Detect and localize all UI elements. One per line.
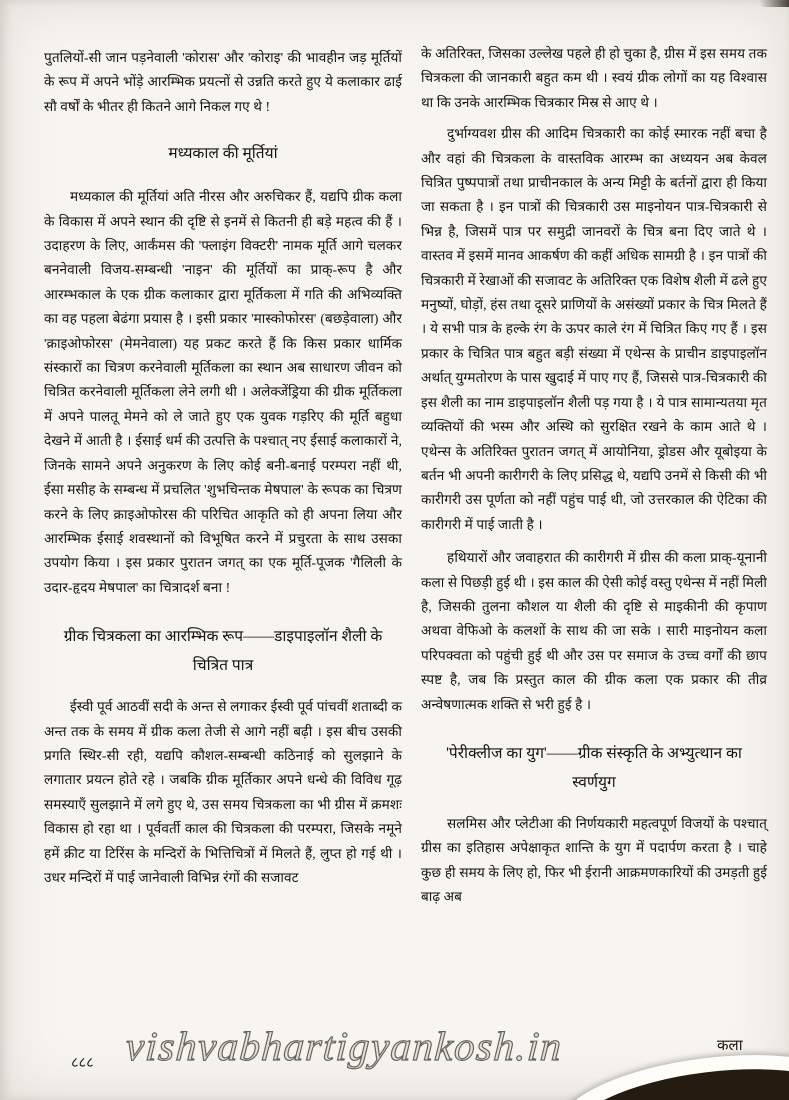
paragraph: सलमिस और प्लेटीआ की निर्णयकारी महत्वपूर्ण विजयों के पश्चात् ग्रीस का इतिहास अपेक्षाकृत शान्ति के युग में पदार्पण करता है । चाहे कुछ ही समय के लिए हो, फिर भी ईरानी आक्रमणकारियों की उमड़ती हुई बाढ़ अब — [421, 815, 767, 905]
paragraph: दुर्भाग्यवश ग्रीस की आदिम चित्रकारी का कोई स्मारक नहीं बचा है और वहां की चित्रकला के वास्तविक आरम्भ का अध्ययन अब केवल चित्रित पुष्पपात्रों तथा प्राचीनकाल के अन्य मिट्टी के बर्तनों द्वारा ही किया जा सकता है । इन पात्रों की चित्रकारी उस माइनोयन पात्र-चित्रकारी से भिन्न है, जिसमें पात्र पर समुद्री जानवरों के चित्र बना दिए जाते थे । वास्तव में इसमें मानव आकर्षण की कहीं अधिक सामग्री है । इन पात्रों की चित्रकारी में रेखाओं की सजावट के अतिरिक्त एक विशेष शैली में ढले हुए मनुष्यों, घोड़ों, हंस तथा दूसरे प्राणियों के असंख्यों प्रकार के चित्र मिलते हैं । ये सभी पात्र के हल्के रंग के ऊपर काले रंग में चित्रित किए गए हैं । इस प्रकार के चित्रित पात्र बहुत बड़ी संख्या में एथेन्स के प्राचीन डाइपाइलॉन अर्थात् युग्मतोरण के पास खुदाई में पाए गए हैं, जिससे पात्र-चित्रकारी की इस शैली का नाम डाइपाइलॉन शैली पड़ गया है । ये पात्र सामान्यतया मृत व्यक्तियों की भस्म और अस्थि को सुरक्षित रखने के काम आते थे । एथेन्स के अतिरिक्त पुरातन जगत् में आयोनिया, ड्रोडस और यूबोइया के बर्तन भी अपनी कारीगरी के लिए प्रसिद्ध थे, यद्यपि उनमें से किसी की भी कारीगरी उस पूर्णता को नहीं पहुंच पाई थी, जो उत्तरकाल की ऐटिका की कारीगरी में पाई जाती है । — [421, 126, 767, 532]
paragraph: ईस्वी पूर्व आठवीं सदी के अन्त से लगाकर ईस्वी पूर्व पांचवीं शताब्दी क अन्त तक के समय में ग्रीक कला तेजी से आगे नहीं बढ़ी । इस बीच उसकी प्रगति स्थिर-सी रही, यद्यपि कौशल-सम्बन्धी कठिनाई को सुलझाने के लगातार प्रयत्न होते रहे । जबकि ग्रीक मूर्तिकार अपने धन्धे की विविध गूढ़ समस्याएँ सुलझाने में लगे हुए थे, उस समय चित्रकला का भी ग्रीस में क्रमशः विकास हो रहा था । पूर्ववर्ती काल की चित्रकला की परम्परा, जिसके नमूने हमें क्रीट या टिरिंस के मन्दिरों के भित्तिचित्रों में मिलते हैं, लुप्त हो गई थी । उधर मन्दिरों में पाई जानेवाली विभिन्न रंगों की सजावट — [44, 699, 402, 885]
right-column — [421, 42, 767, 910]
paragraph-continuation: के अतिरिक्त, जिसका उल्लेख पहले ही हो चुका है, ग्रीस में इस समय तक चित्रकला की जानकारी बहुत कम थी । स्वयं ग्रीक लोगों का यह विश्वास था कि उनके आरम्भिक चित्रकार मिस्र से आए थे । — [421, 46, 767, 110]
paragraph: हथियारों और जवाहरात की कारीगरी में ग्रीस की कला प्राक्-यूनानी कला से पिछड़ी हुई थी । इस काल की ऐसी कोई वस्तु एथेन्स में नहीं मिली है, जिसकी तुलना कौशल या शैली की दृष्टि से माइकीनी की कृपाण अथवा वेफिओ के कलशों के साथ की जा सके । सारी माइनोयन कला परिपक्वता को पहुंची हुई थी और उस पर समाज के उच्च वर्गों की छाप स्पष्ट है, जब कि प्रस्तुत काल की ग्रीक कला एक प्रकार की तीव्र अन्वेषणात्मक शक्ति से भरी हुई है । — [421, 550, 767, 712]
page-number: ८८८ — [71, 1055, 94, 1071]
paragraph: मध्यकाल की मूर्तियां अति नीरस और अरुचिकर हैं, यद्यपि ग्रीक कला के विकास में अपने स्थान की दृष्टि से इनमें से कितनी ही बड़े महत्व की हैं । उदाहरण के लिए, आर्कंमस की 'फ्लाइंग विक्टरी' नामक मूर्ति आगे चलकर बननेवाली विजय-सम्बन्धी 'नाइन' की मूर्तियों का प्राक्-रूप है और आरम्भकाल के एक ग्रीक कलाकार द्वारा मूर्तिकला में गति की अभिव्यक्ति का वह पहला बेढंगा प्रयास है । इसी प्रकार 'मास्कोफोरस' (बछड़ेवाला) और 'क्राइओफोरस' (मेमनेवाला) यह प्रकट करते हैं कि किस प्रकार धार्मिक संस्कारों का चित्रण करनेवाली मूर्तिकला का स्थान अब साधारण जीवन को चित्रित करनेवाली मूर्तिकला लेने लगी थी । अलेक्जेंड्रिया की ग्रीक मूर्तिकला में अपने पालतू मेमने को ले जाते हुए एक युवक गड़रिए की मूर्ति बहुधा देखने में आती है । ईसाई धर्म की उत्पत्ति के पश्चात् नए ईसाई कलाकारों ने, जिनके सामने अपने अनुकरण के लिए कोई बनी-बनाई परम्परा नहीं थी, ईसा मसीह के सम्बन्ध में प्रचलित 'शुभचिन्तक मेषपाल' के रूपक का चित्रण करने के लिए क्राइओफोरस की परिचित आकृति को ही अपना लिया और आरम्भिक ईसाई शवस्थानों को विभूषित करने में प्रचुरता के साथ उसका उपयोग किया । इस प्रकार पुरातन जगत् का एक मूर्ति-पूजक 'गैलिली के उदार-हृदय मेषपाल' का चित्रादर्श बना ! — [44, 189, 402, 595]
left-column — [44, 46, 402, 890]
section-heading-madhyakal-ki-murtiyan: मध्यकाल की मूर्तियां — [168, 145, 278, 163]
footer-catchword: कला — [717, 1038, 743, 1054]
paragraph-continuation: पुतलियों-सी जान पड़नेवाली 'कोरास' और 'कोराइ' की भावहीन जड़ मूर्तियों के रूप में अपने भोंड़े आरम्भिक प्रयत्नों से उन्नति करते हुए ये कलाकार ढाई सौ वर्षों के भीतर ही कितने आगे निकल गए थे ! — [44, 50, 402, 114]
section-heading-pericles-ka-yug: 'पेरीक्लीज का युग'——ग्रीक संस्कृति के अभ्युत्थान का स्वर्णयुग — [446, 744, 742, 791]
section-heading-greek-chitrakala: ग्रीक चित्रकला का आरम्भिक रूप——डाइपाइलॉन शैली के चित्रित पात्र — [63, 628, 383, 675]
scan-smudge-top-right — [759, 0, 789, 7]
site-watermark: vishvabhartigyankosh.in — [124, 1023, 565, 1069]
